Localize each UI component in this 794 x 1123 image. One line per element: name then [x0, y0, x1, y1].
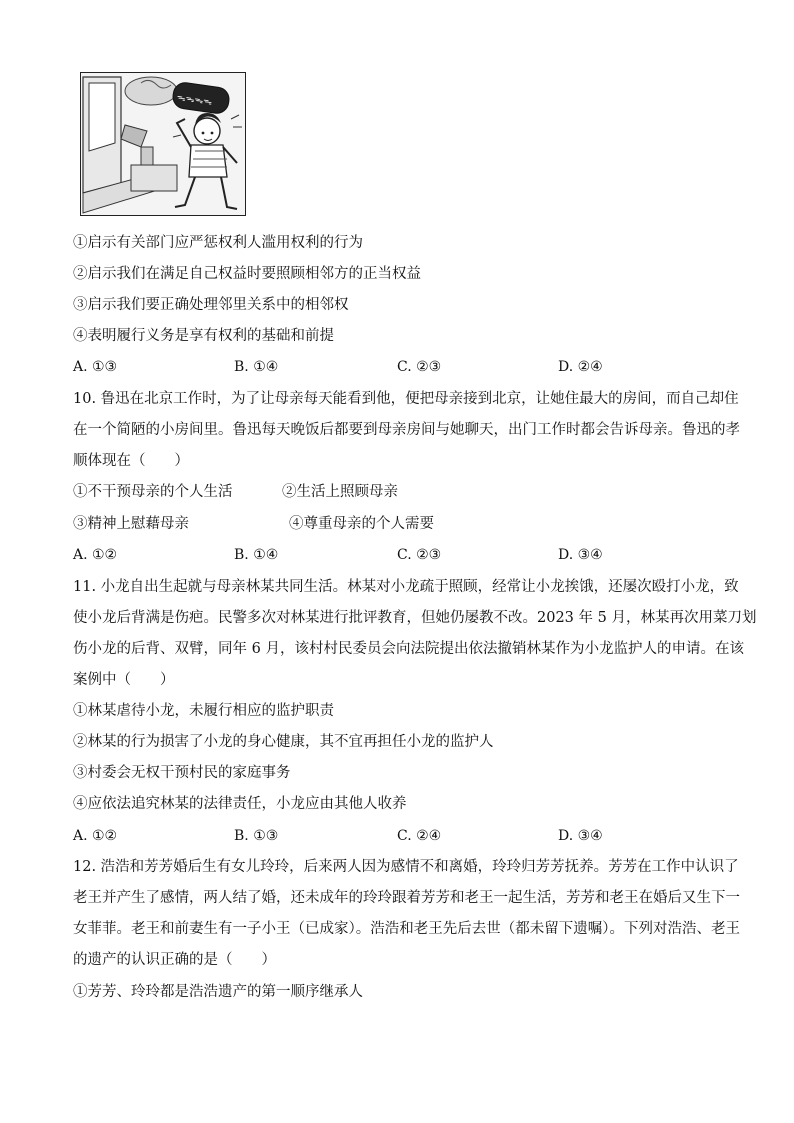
q9-option-a: A. ①③ — [73, 359, 118, 375]
q12-stem-line-4: 的遗产的认识正确的是（ ） — [73, 952, 276, 968]
q11-stem-line-3: 伤小龙的后背、双臂，同年 6 月，该村村民委员会向法院提出依法撤销林某作为小龙监护人的申请。在该 — [73, 641, 744, 657]
q9-statement-4: ④表明履行义务是享有权利的基础和前提 — [73, 328, 334, 344]
q10-option-b: B. ①④ — [234, 547, 279, 563]
q9-option-c: C. ②③ — [397, 359, 442, 375]
q10-option-a: A. ①② — [73, 547, 118, 563]
q9-statement-2: ②启示我们在满足自己权益时要照顾相邻方的正当权益 — [73, 266, 421, 282]
cartoon-figure — [80, 72, 246, 216]
q11-stem-line-4: 案例中（ ） — [73, 672, 175, 688]
q12-statement-1: ①芳芳、玲玲都是浩浩遗产的第一顺序继承人 — [73, 984, 363, 1000]
q9-option-d: D. ②④ — [558, 359, 603, 375]
q11-statement-2: ②林某的行为损害了小龙的身心健康，其不宜再担任小龙的监护人 — [73, 734, 494, 750]
q10-option-c: C. ②③ — [397, 547, 442, 563]
q10-stem-line-3: 顺体现在（ ） — [73, 453, 189, 469]
q10-stem-line-2: 在一个简陋的小房间里。鲁迅每天晚饭后都要到母亲房间与她聊天，出门工作时都会告诉母亲。鲁迅的孝 — [73, 422, 740, 438]
q10-statement-3: ③精神上慰藉母亲 — [73, 516, 189, 532]
q9-statement-1: ①启示有关部门应严惩权利人滥用权利的行为 — [73, 235, 363, 251]
q10-statement-1: ①不干预母亲的个人生活 — [73, 484, 233, 500]
q11-option-a: A. ①② — [73, 828, 118, 844]
q11-statement-3: ③村委会无权干预村民的家庭事务 — [73, 765, 291, 781]
q11-option-d: D. ③④ — [558, 828, 603, 844]
q11-option-b: B. ①③ — [234, 828, 279, 844]
q10-statement-4: ④尊重母亲的个人需要 — [289, 516, 434, 532]
q10-statement-2: ②生活上照顾母亲 — [282, 484, 398, 500]
q9-statement-3: ③启示我们要正确处理邻里关系中的相邻权 — [73, 297, 349, 313]
q10-option-d: D. ③④ — [558, 547, 603, 563]
q12-stem-line-3: 女菲菲。老王和前妻生有一子小王（已成家）。浩浩和老王先后去世（都未留下遗嘱）。下列对浩浩、老王 — [73, 921, 740, 937]
q11-option-c: C. ②④ — [397, 828, 442, 844]
q11-statement-4: ④应依法追究林某的法律责任，小龙应由其他人收养 — [73, 796, 407, 812]
q12-stem-line-2: 老王并产生了感情，两人结了婚，还未成年的玲玲跟着芳芳和老王一起生活，芳芳和老王在婚后又生下一 — [73, 890, 740, 906]
q9-option-b: B. ①④ — [234, 359, 279, 375]
speech-bubble-text: ᯓᯓᯓᯓ — [176, 92, 213, 108]
q11-stem-line-1: 11. 小龙自出生起就与母亲林某共同生活。林某对小龙疏于照顾，经常让小龙挨饿，还屡次殴打小龙，致 — [73, 579, 739, 595]
q10-stem-line-1: 10. 鲁迅在北京工作时，为了让母亲每天能看到他，便把母亲接到北京，让她住最大的房间，而自己却住 — [73, 391, 739, 407]
q12-stem-line-1: 12. 浩浩和芳芳婚后生有女儿玲玲，后来两人因为感情不和离婚，玲玲归芳芳抚养。芳芳在工作中认识了 — [73, 859, 739, 875]
q11-statement-1: ①林某虐待小龙，未履行相应的监护职责 — [73, 703, 334, 719]
cartoon-illustration — [81, 73, 246, 216]
q11-stem-line-2: 使小龙后背满是伤疤。民警多次对林某进行批评教育，但她仍屡教不改。2023 年 5 月，林某再次用菜刀划 — [73, 610, 757, 626]
